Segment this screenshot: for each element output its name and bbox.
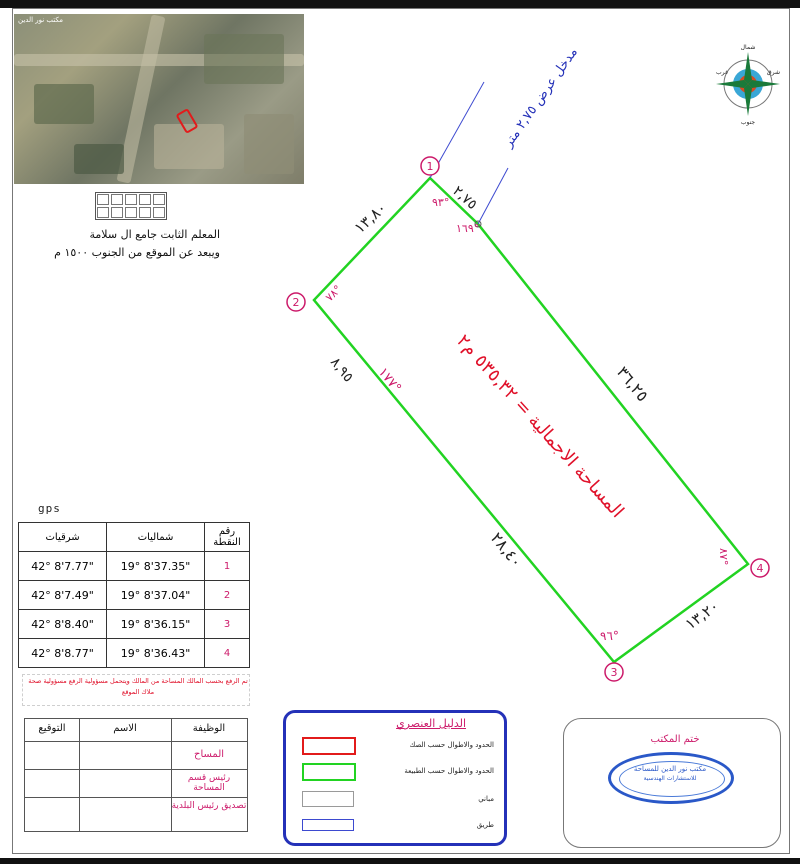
sign-header: التوقيع: [38, 723, 66, 734]
table-row: [19, 581, 250, 610]
landmark-line-2: ويبعد عن الموقع من الجنوب ١٥٠٠ م: [54, 246, 220, 259]
stamp-line-2: للاستشارات الهندسية: [643, 775, 697, 782]
angle-4: ٨٧°: [717, 548, 730, 566]
legend-swatch-deed: [302, 737, 356, 755]
angle-1b: ١٦٩°: [456, 222, 480, 235]
gps-east-1: 42° 8'7.77": [19, 552, 107, 581]
svg-text:4: 4: [756, 562, 764, 575]
gps-north-4: 19° 8'36.43": [107, 639, 205, 668]
gps-point-2: 2: [205, 581, 250, 610]
gps-point-3: 3: [205, 610, 250, 639]
table-row: [19, 610, 250, 639]
compass-east: شرق: [767, 69, 780, 76]
angle-3: ٩٦°: [600, 629, 619, 643]
table-row: [19, 552, 250, 581]
compass-south: جنوب: [740, 119, 756, 126]
name-header: الاسم: [113, 723, 137, 734]
compass-north: شمال: [740, 44, 756, 51]
legend-box: [283, 710, 507, 846]
disclaimer-note: تم الرفع بحسب المالك المساحة من المالك ويتحمل مسؤولية الرفع مسؤولية صحة ملاك الموقع: [28, 677, 248, 696]
gps-north-1: 19° 8'37.35": [107, 552, 205, 581]
side-1-top-length: ٢,٧٥: [449, 183, 481, 214]
gps-east-4: 42° 8'8.77": [19, 639, 107, 668]
legend-swatch-nature: [302, 763, 356, 781]
gps-header-point: رقم النقطة: [205, 523, 250, 552]
point-marker-2: [287, 293, 305, 311]
legend-title: الدليل العنصري: [396, 717, 466, 730]
legend-swatch-road: [302, 819, 354, 831]
legend-label-buildings: مباني: [478, 795, 494, 803]
side-1-2-length: ١٣,٨٠: [350, 198, 391, 237]
legend-label-road: طريق: [476, 821, 494, 829]
side-2-3-length: ٢٨,٤٠: [486, 528, 527, 572]
gps-label: gps: [38, 502, 61, 515]
gps-point-4: 4: [205, 639, 250, 668]
gps-header-row: [19, 523, 250, 552]
svg-text:2: 2: [292, 296, 300, 309]
gps-north-3: 19° 8'36.15": [107, 610, 205, 639]
angle-1: ٩٣°: [432, 196, 450, 209]
gps-point-1: 1: [205, 552, 250, 581]
landmark-line-1: المعلم الثابت جامع ال سلامة: [89, 228, 220, 241]
total-area-label: المساحة الاجمالية = ٥٣٥,٣٢ م٢: [452, 330, 628, 523]
stamp-title: ختم المكتب: [650, 734, 700, 745]
gps-header-east: شرقيات: [19, 523, 107, 552]
job-mayor: تصديق رئيس البلدية: [171, 801, 247, 811]
compass-west: غرب: [716, 69, 729, 76]
job-surveyor: المساح: [193, 749, 225, 760]
job-header: الوظيفة: [192, 723, 226, 734]
side-3-4-length: ١٣,٢٠: [681, 596, 723, 634]
gps-east-2: 42° 8'7.49": [19, 581, 107, 610]
svg-text:3: 3: [610, 666, 618, 679]
point-marker-1: [421, 157, 439, 175]
map-caption: مكتب نور الدين: [18, 16, 64, 24]
point-marker-4: [751, 559, 769, 577]
gps-header-north: شماليات: [107, 523, 205, 552]
road-width-label: مدخل عرض ٢,٧٥ متر: [500, 45, 581, 151]
gps-north-2: 19° 8'37.04": [107, 581, 205, 610]
stamp-line-1: مكتب نور الدين للمساحة: [633, 765, 707, 773]
office-stamp-seal: [608, 752, 734, 804]
legend-label-nature: الحدود والاطوال حسب الطبيعة: [404, 767, 494, 775]
side-1-4-length: ٣٦,٢٥: [612, 362, 653, 406]
gps-coordinates-table: [18, 522, 250, 668]
gps-east-3: 42° 8'8.40": [19, 610, 107, 639]
angle-2: ٧٨°: [322, 282, 345, 305]
svg-text:1: 1: [426, 160, 434, 173]
job-survey-head: رئيس قسم المساحة: [187, 773, 231, 793]
signature-table: [24, 718, 248, 832]
table-row: [19, 639, 250, 668]
angle-2b: ١٧٧°: [374, 365, 404, 396]
legend-swatch-buildings: [302, 791, 354, 807]
legend-label-deed: الحدود والاطوال حسب الصك: [409, 741, 494, 749]
point-marker-3: [605, 663, 623, 681]
side-2-lower-length: ٨,٩٥: [326, 354, 357, 386]
road-line-b: [478, 168, 508, 224]
